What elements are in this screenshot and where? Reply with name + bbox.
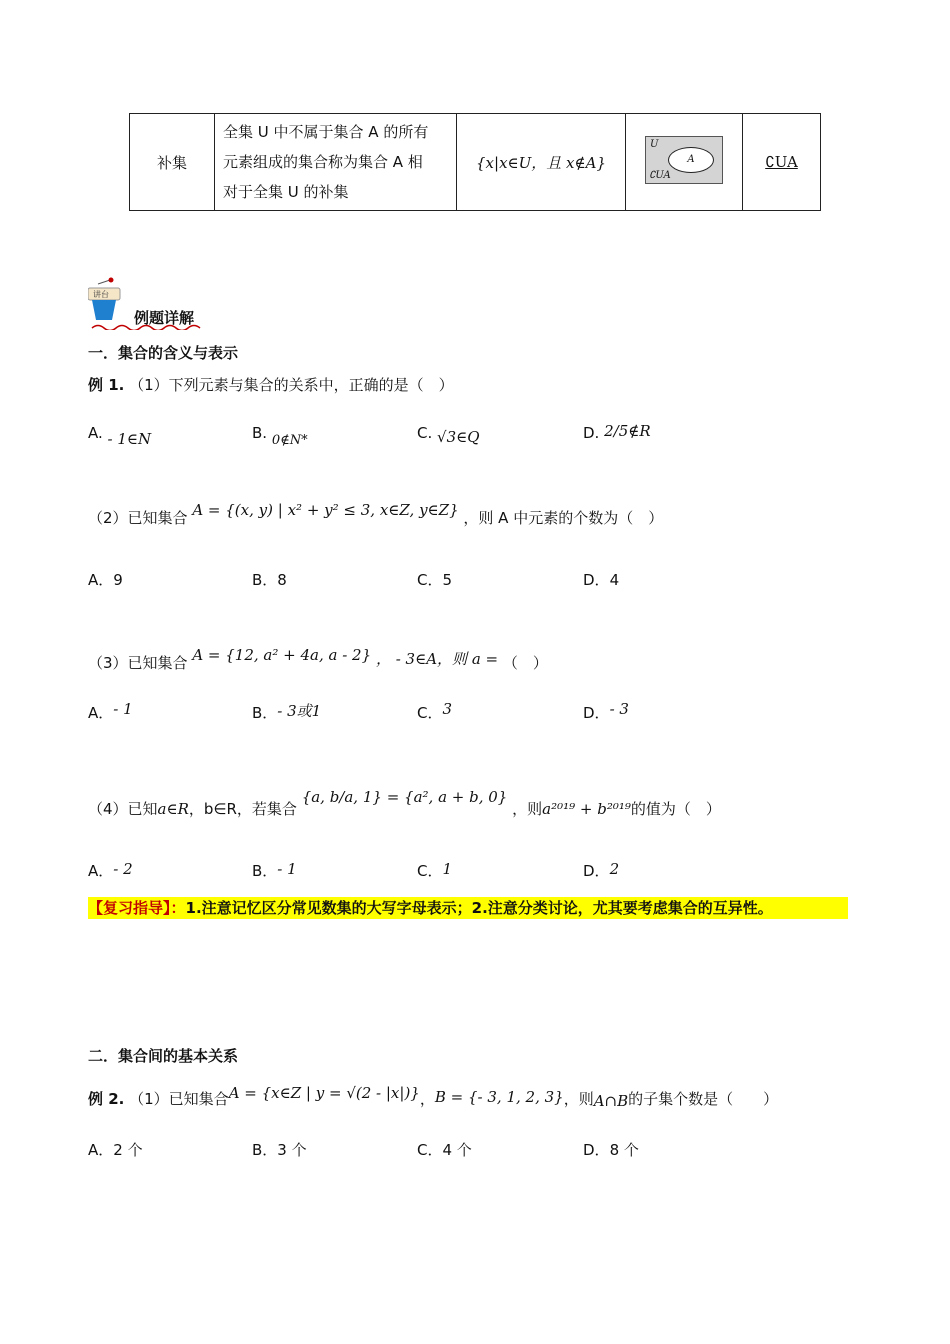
example-label: 例 2. xyxy=(88,1090,125,1108)
option-value: 4 个 xyxy=(442,1141,472,1159)
option-a[interactable] xyxy=(88,569,123,590)
option-letter: C． xyxy=(417,571,443,589)
question-suffix: 的值为（ ） xyxy=(630,800,721,818)
example-1-q1 xyxy=(88,374,454,395)
question-text: ，则 xyxy=(563,1090,594,1108)
option-value: - 3 xyxy=(609,700,629,718)
table-cell-symbolic xyxy=(457,114,626,211)
question-math-intersection: A∩B xyxy=(593,1092,629,1110)
option-letter: D． xyxy=(583,571,610,589)
question-suffix: 的子集个数是（ ） xyxy=(628,1090,779,1108)
table-cell-notation xyxy=(743,114,821,211)
question-prefix: （3）已知集合 xyxy=(88,654,188,672)
option-b[interactable] xyxy=(252,860,297,881)
option-letter: D． xyxy=(583,862,610,880)
question-math-b: B = {- 3, 1, 2, 3} xyxy=(434,1088,564,1106)
option-b[interactable] xyxy=(252,424,308,448)
option-value: - 1 xyxy=(277,860,297,878)
question-math-a: A = {x∈Z | y = √(2 - |x|)} xyxy=(228,1084,420,1102)
option-letter: D． xyxy=(583,704,610,722)
review-text: 1.注意记忆区分常见数集的大写字母表示；2.注意分类讨论，尤其要考虑集合的互异性。 xyxy=(185,899,773,917)
option-a[interactable] xyxy=(88,860,133,881)
option-c[interactable] xyxy=(417,702,452,723)
option-value: 9 xyxy=(113,571,123,589)
option-letter: A． xyxy=(88,704,114,722)
option-c[interactable] xyxy=(417,424,480,446)
question-suffix: （ ） xyxy=(502,654,548,672)
example-banner xyxy=(88,276,208,330)
option-letter: C． xyxy=(417,862,443,880)
option-letter: B． xyxy=(252,704,278,722)
complement-table xyxy=(129,113,821,211)
option-d[interactable] xyxy=(583,1139,639,1160)
example-2-q1: 例 2. （1）已知集合A = {x∈Z | y = √(2 - |x|)}，B = {- 3, 1, 2, 3}，则A∩B的子集个数是（ ） xyxy=(88,1084,779,1110)
question-math-power: a²⁰¹⁹ + b²⁰¹⁹ xyxy=(542,800,631,818)
example-1-q3 xyxy=(88,646,548,673)
table-cell-venn xyxy=(626,114,743,211)
definition-line: 对于全集 U 的补集 xyxy=(223,183,349,201)
option-value: - 2 xyxy=(113,860,133,878)
venn-complement-label: ∁UA xyxy=(649,170,671,181)
option-letter: C. xyxy=(417,424,433,442)
option-letter: A． xyxy=(88,862,114,880)
option-letter: B． xyxy=(252,1141,278,1159)
option-value: 2 个 xyxy=(113,1141,143,1159)
option-letter: C． xyxy=(417,704,443,722)
option-value: - 1∈N xyxy=(107,430,152,448)
question-text: ，则 xyxy=(512,800,543,818)
review-label: 【复习指导】： xyxy=(88,899,186,917)
question-math-set: {a, b/a, 1} = {a², a + b, 0} xyxy=(301,788,508,806)
option-c[interactable] xyxy=(417,569,452,590)
question-text: （1）下列元素与集合的关系中，正确的是（ ） xyxy=(129,376,454,394)
option-value: 8 个 xyxy=(609,1141,639,1159)
option-d[interactable] xyxy=(583,702,629,723)
option-letter: A． xyxy=(88,1141,114,1159)
option-value: 3 个 xyxy=(277,1141,307,1159)
venn-u-label: U xyxy=(650,139,659,150)
option-letter: D. xyxy=(583,424,600,442)
example-1-q4 xyxy=(88,788,721,819)
option-value: 3 xyxy=(442,700,453,718)
option-letter: D． xyxy=(583,1141,610,1159)
option-b[interactable] xyxy=(252,1139,307,1160)
question-suffix: ，则 A 中元素的个数为（ ） xyxy=(463,509,664,527)
option-value: - 3或1 xyxy=(277,702,322,720)
question-math-2: a = xyxy=(471,650,499,668)
banner-sign-text: 讲台 xyxy=(93,290,109,299)
question-math: a∈R xyxy=(157,800,189,818)
table-cell-definition xyxy=(215,114,457,211)
option-value: 5 xyxy=(442,571,453,589)
option-value: 0∉N* xyxy=(271,433,308,448)
definition-line: 全集 U 中不属于集合 A 的所有 xyxy=(223,123,429,141)
question-math: A = {12, a² + 4a, a - 2} xyxy=(192,646,372,664)
option-value: - 1 xyxy=(113,700,133,718)
option-letter: B． xyxy=(252,571,278,589)
option-letter: B. xyxy=(252,424,268,442)
example-label: 例 1. xyxy=(88,376,125,394)
option-value: 2/5∉R xyxy=(604,422,651,440)
option-a[interactable] xyxy=(88,702,133,723)
option-letter: A. xyxy=(88,424,103,442)
option-value: 8 xyxy=(277,571,287,589)
venn-set-a: A xyxy=(668,147,714,173)
definition-line: 元素组成的集合称为集合 A 相 xyxy=(223,153,423,171)
review-guidance xyxy=(88,897,848,919)
complement-notation: ∁UA xyxy=(765,153,798,171)
option-value: √3∈Q xyxy=(437,428,480,446)
option-d[interactable] xyxy=(583,569,619,590)
option-c[interactable] xyxy=(417,1139,472,1160)
question-text: ，b∈R，若集合 xyxy=(188,800,297,818)
example-1-q2 xyxy=(88,501,664,528)
option-c[interactable] xyxy=(417,860,452,881)
option-value: 1 xyxy=(442,860,453,878)
symbolic-notation: {x|x∈U，且 x∉A} xyxy=(476,153,606,172)
option-b[interactable] xyxy=(252,702,321,723)
question-prefix: （4）已知 xyxy=(88,800,158,818)
venn-diagram xyxy=(645,136,723,184)
banner-title: 例题详解 xyxy=(134,309,195,327)
question-prefix: （1）已知集合 xyxy=(129,1090,229,1108)
table-cell-name: 补集 xyxy=(130,114,215,211)
option-d[interactable] xyxy=(583,424,651,442)
option-d[interactable] xyxy=(583,860,619,881)
option-b[interactable] xyxy=(252,569,287,590)
option-letter: A． xyxy=(88,571,114,589)
option-letter: C． xyxy=(417,1141,443,1159)
section-heading-1: 一．集合的含义与表示 xyxy=(88,344,239,362)
option-value: 4 xyxy=(609,571,620,589)
option-value: 2 xyxy=(609,860,620,878)
option-a[interactable] xyxy=(88,424,152,448)
option-a[interactable] xyxy=(88,1139,143,1160)
section-heading-2: 二．集合间的基本关系 xyxy=(88,1047,239,1065)
option-letter: B． xyxy=(252,862,278,880)
question-math: A = {(x, y) | x² + y² ≤ 3, x∈Z, y∈Z} xyxy=(192,501,459,519)
question-prefix: （2）已知集合 xyxy=(88,509,188,527)
question-mid: ， - 3∈A，则 xyxy=(375,650,468,668)
